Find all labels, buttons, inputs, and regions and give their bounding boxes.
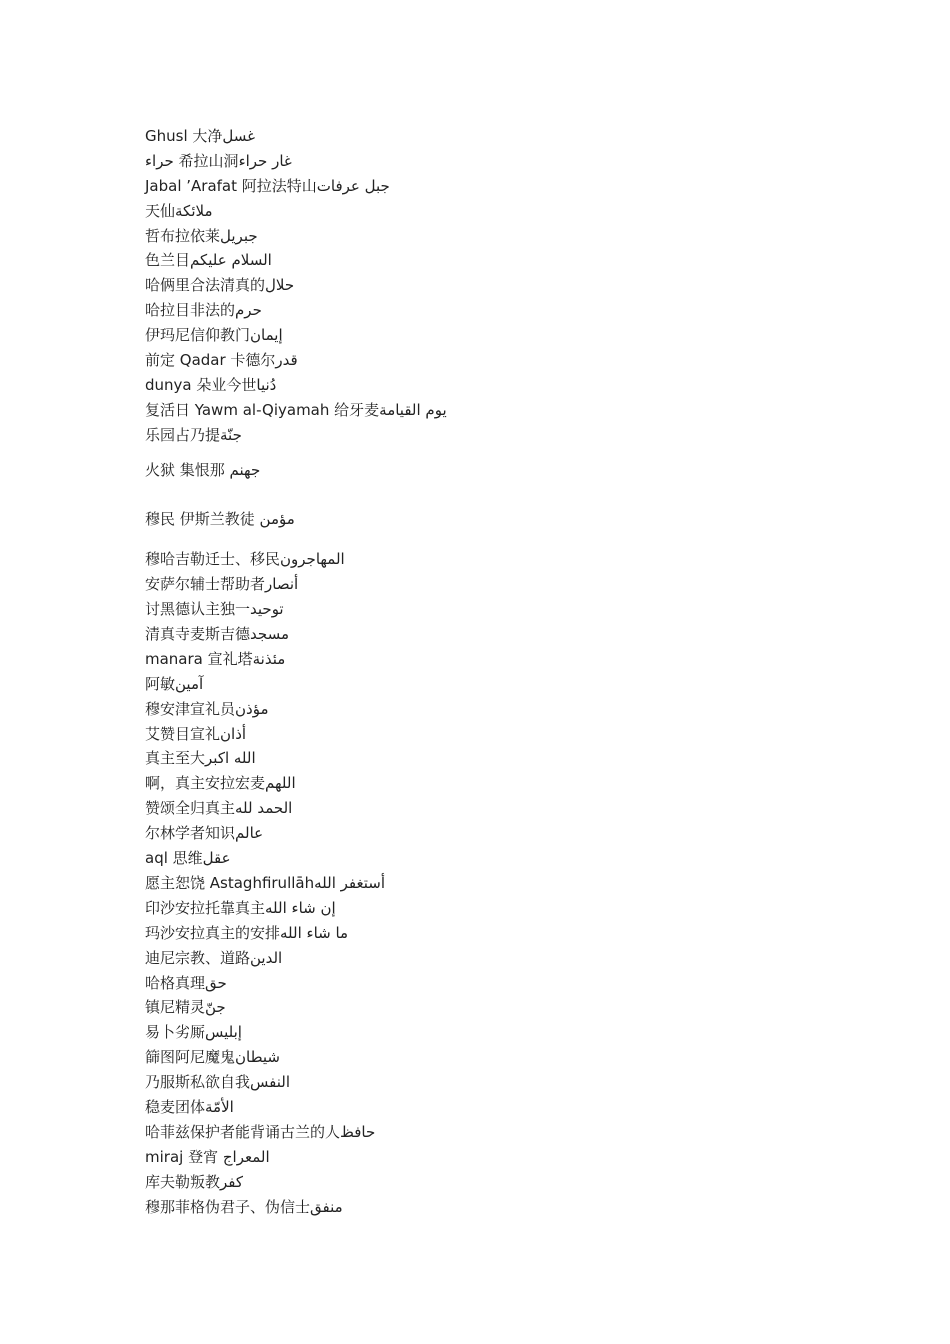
term-line: جبريل哲布拉依莱 bbox=[145, 226, 258, 245]
term-line: حق哈格真理 bbox=[145, 973, 227, 992]
term-line: عقلaql 思维 bbox=[145, 849, 231, 868]
term-line: دُنياdunya 朵业今世 bbox=[145, 375, 277, 394]
term-line: غسلGhusl 大净 bbox=[145, 127, 255, 145]
term-line: الدين迪尼宗教、道路 bbox=[145, 948, 283, 967]
term-line: قدر前定 Qadar 卡德尔 bbox=[145, 351, 298, 370]
term-line: حرم哈拉目非法的 bbox=[145, 301, 262, 320]
term-line: الحمد لله赞颂全归真主 bbox=[145, 799, 293, 818]
term-line: ما شاء الله玛沙安拉真主的安排 bbox=[145, 923, 349, 942]
term-line: غار حراء希拉山洞 حراء bbox=[145, 151, 292, 170]
term-line: ملائكة天仙 bbox=[145, 201, 213, 220]
term-line: شيطان篩图阿尼魔鬼 bbox=[145, 1048, 281, 1067]
term-line: عالم尔林学者知识 bbox=[145, 824, 264, 843]
term-line: المعراج miraj 登宵 bbox=[145, 1147, 270, 1166]
term-line: أذان艾赞目宣礼 bbox=[145, 724, 247, 743]
term-line: مئذنةmanara 宣礼塔 bbox=[145, 649, 286, 668]
term-line: إيمان伊玛尼信仰教门 bbox=[145, 326, 283, 345]
term-line: جنّة乐园占乃提 bbox=[145, 425, 242, 444]
term-line: الأمّة稳麦团体 bbox=[145, 1097, 234, 1116]
term-line: أنصار安萨尔辅士帮助者 bbox=[145, 575, 299, 594]
term-line: جهنم 火狱 集恨那 bbox=[145, 460, 261, 479]
term-line: حلال哈俩里合法清真的 bbox=[145, 276, 295, 295]
term-line: اللهم啊，真主安拉宏麦 bbox=[145, 774, 296, 793]
term-line: المهاجرون穆哈吉勒迁士、移民 bbox=[145, 550, 345, 569]
term-line: إبليس易卜劣厮 bbox=[145, 1023, 242, 1042]
term-line: توحيد讨黑德认主独一 bbox=[145, 600, 284, 619]
term-line: السلام عليكم色兰目 bbox=[145, 251, 272, 270]
term-line: الله اكبر真主至大 bbox=[145, 749, 256, 768]
term-line: آمين阿敏 bbox=[145, 674, 204, 693]
term-line: كفر库夫勒叛教 bbox=[145, 1172, 244, 1191]
term-line: مؤذن穆安津宣礼员 bbox=[145, 699, 269, 718]
term-line: جنّ镇尼精灵 bbox=[145, 998, 226, 1017]
term-line: مسجد清真寺麦斯吉德 bbox=[145, 625, 289, 644]
term-line: النفس乃服斯私欲自我 bbox=[145, 1073, 290, 1092]
glossary-document bbox=[145, 124, 905, 1219]
term-line: يوم القيامة复活日 Yawm al-Qiyamah 给牙麦 bbox=[145, 400, 447, 419]
term-line: جبل عرفاتJabal ’Arafat 阿拉法特山 bbox=[145, 176, 390, 195]
term-line: أستغفر الله愿主恕饶 Astaghfirullāh bbox=[145, 873, 385, 892]
term-line: مؤمن 穆民 伊斯兰教徒 bbox=[145, 510, 295, 529]
term-line: إن شاء الله印沙安拉托靠真主 bbox=[145, 898, 336, 917]
term-line: حافظ哈菲兹保护者能背诵古兰的人 bbox=[145, 1122, 376, 1141]
term-line: منفق穆那菲格伪君子、伪信士 bbox=[145, 1197, 343, 1216]
